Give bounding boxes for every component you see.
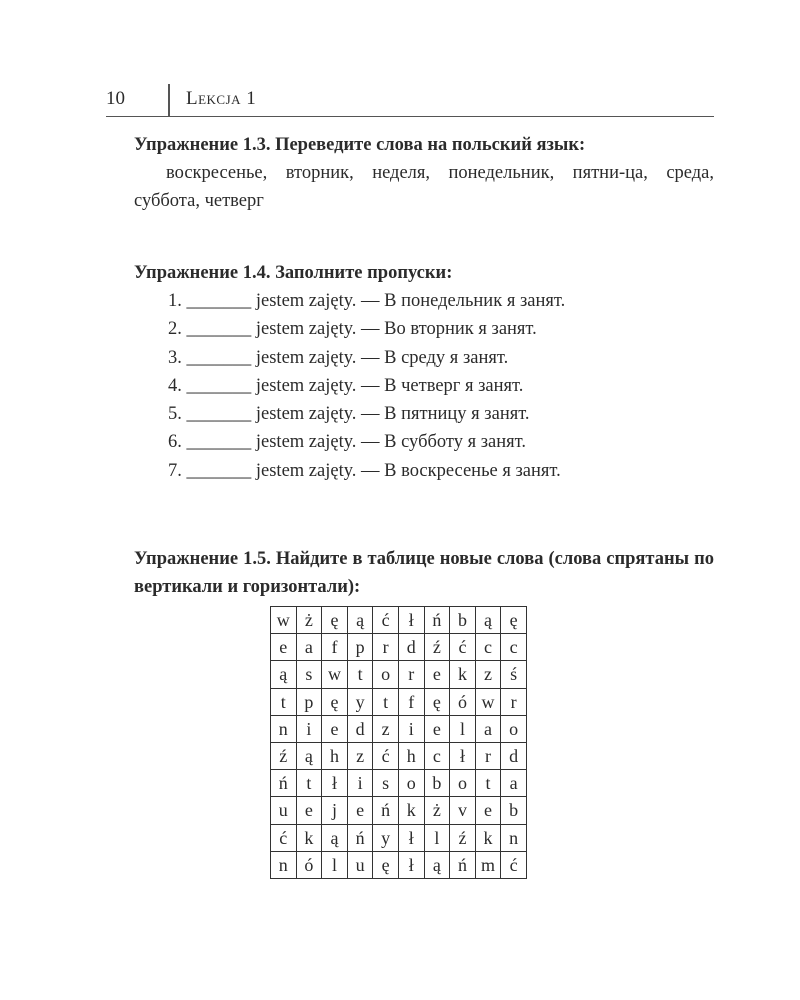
fill-in-list: [134, 287, 714, 485]
grid-row: [271, 824, 527, 851]
grid-cell: k: [475, 824, 501, 851]
grid-cell: t: [271, 688, 297, 715]
grid-cell: c: [501, 634, 527, 661]
grid-cell: ź: [271, 742, 297, 769]
grid-cell: u: [347, 851, 373, 878]
grid-cell: e: [322, 715, 348, 742]
grid-cell: ć: [373, 607, 399, 634]
grid-cell: ń: [424, 607, 450, 634]
exercise-1-4: [134, 259, 714, 485]
grid-cell: ń: [271, 770, 297, 797]
grid-cell: o: [398, 770, 424, 797]
grid-cell: ń: [347, 824, 373, 851]
grid-cell: o: [501, 715, 527, 742]
exercise-1-3: [134, 131, 714, 215]
list-item: 3. _______ jestem zajęty. — В среду я занят.: [168, 347, 509, 368]
grid-cell: b: [501, 797, 527, 824]
grid-cell: z: [373, 715, 399, 742]
grid-cell: e: [424, 661, 450, 688]
list-item: 4. _______ jestem zajęty. — В четверг я занят.: [168, 375, 524, 396]
grid-cell: ą: [271, 661, 297, 688]
grid-cell: ą: [296, 742, 322, 769]
grid-cell: ł: [398, 851, 424, 878]
grid-cell: b: [424, 770, 450, 797]
grid-cell: v: [450, 797, 476, 824]
grid-cell: ż: [424, 797, 450, 824]
grid-cell: k: [398, 797, 424, 824]
grid-cell: k: [450, 661, 476, 688]
word-search-grid: [270, 606, 527, 879]
grid-cell: s: [373, 770, 399, 797]
grid-cell: r: [501, 688, 527, 715]
grid-cell: w: [271, 607, 297, 634]
grid-cell: m: [475, 851, 501, 878]
grid-cell: k: [296, 824, 322, 851]
grid-cell: o: [373, 661, 399, 688]
grid-row: [271, 770, 527, 797]
header-divider: [168, 84, 170, 116]
grid-cell: ć: [271, 824, 297, 851]
grid-row: [271, 634, 527, 661]
grid-cell: ę: [322, 688, 348, 715]
list-item: 1. _______ jestem zajęty. — В понедельник я занят.: [168, 291, 566, 311]
grid-cell: w: [322, 661, 348, 688]
grid-cell: ę: [424, 688, 450, 715]
grid-cell: z: [475, 661, 501, 688]
grid-cell: f: [322, 634, 348, 661]
grid-cell: ź: [424, 634, 450, 661]
grid-cell: r: [475, 742, 501, 769]
list-item: 6. _______ jestem zajęty. — В субботу я занят.: [168, 432, 526, 453]
grid-row: [271, 607, 527, 634]
grid-cell: c: [475, 634, 501, 661]
list-item: 2. _______ jestem zajęty. — Во вторник я занят.: [168, 319, 537, 340]
grid-cell: n: [271, 715, 297, 742]
grid-cell: s: [296, 661, 322, 688]
grid-cell: n: [271, 851, 297, 878]
grid-row: [271, 688, 527, 715]
grid-cell: ą: [322, 824, 348, 851]
grid-cell: ś: [501, 661, 527, 688]
grid-cell: e: [296, 797, 322, 824]
exercise-title: Упражнение 1.4. Заполните пропуски:: [134, 263, 453, 283]
grid-row: [271, 742, 527, 769]
grid-cell: ć: [373, 742, 399, 769]
grid-cell: t: [296, 770, 322, 797]
grid-row: [271, 851, 527, 878]
grid-cell: y: [347, 688, 373, 715]
grid-cell: ą: [347, 607, 373, 634]
grid-cell: c: [424, 742, 450, 769]
grid-cell: i: [398, 715, 424, 742]
grid-cell: o: [450, 770, 476, 797]
grid-row: [271, 715, 527, 742]
grid-cell: i: [296, 715, 322, 742]
grid-row: [271, 661, 527, 688]
grid-cell: e: [424, 715, 450, 742]
grid-cell: ż: [296, 607, 322, 634]
grid-cell: l: [424, 824, 450, 851]
grid-row: [271, 797, 527, 824]
grid-cell: ł: [398, 824, 424, 851]
grid-cell: u: [271, 797, 297, 824]
grid-cell: y: [373, 824, 399, 851]
grid-cell: z: [347, 742, 373, 769]
grid-cell: ć: [450, 634, 476, 661]
page-header: [106, 84, 714, 117]
grid-cell: e: [271, 634, 297, 661]
grid-cell: n: [501, 824, 527, 851]
page-number: 10: [106, 88, 125, 109]
grid-cell: h: [398, 742, 424, 769]
grid-cell: b: [450, 607, 476, 634]
grid-cell: d: [398, 634, 424, 661]
grid-cell: j: [322, 797, 348, 824]
exercise-title: Упражнение 1.3. Переведите слова на польский язык:: [134, 135, 586, 155]
exercise-1-5: [134, 545, 714, 601]
grid-cell: ń: [373, 797, 399, 824]
grid-cell: p: [347, 634, 373, 661]
grid-cell: e: [475, 797, 501, 824]
list-item: 5. _______ jestem zajęty. — В пятницу я занят.: [168, 404, 530, 425]
grid-cell: ę: [373, 851, 399, 878]
grid-cell: ń: [450, 851, 476, 878]
grid-cell: i: [347, 770, 373, 797]
grid-cell: ł: [322, 770, 348, 797]
grid-cell: a: [475, 715, 501, 742]
grid-cell: f: [398, 688, 424, 715]
grid-cell: ł: [398, 607, 424, 634]
grid-cell: ć: [501, 851, 527, 878]
grid-cell: a: [501, 770, 527, 797]
grid-cell: h: [322, 742, 348, 769]
exercise-title: Упражнение 1.5. Найдите в таблице новые слова (слова спрятаны по вертикали и горизонтали):: [134, 549, 714, 597]
list-item: 7. _______ jestem zajęty. — В воскресенье я занят.: [168, 460, 561, 481]
exercise-text: воскресенье, вторник, неделя, понедельник, пятни-ца, среда, суббота, четверг: [134, 163, 714, 211]
grid-cell: r: [398, 661, 424, 688]
grid-cell: ó: [450, 688, 476, 715]
grid-cell: ł: [450, 742, 476, 769]
grid-cell: t: [347, 661, 373, 688]
grid-cell: p: [296, 688, 322, 715]
grid-cell: ą: [424, 851, 450, 878]
grid-cell: d: [347, 715, 373, 742]
grid-cell: ó: [296, 851, 322, 878]
grid-cell: l: [450, 715, 476, 742]
lesson-title: Lekcja 1: [186, 88, 257, 109]
grid-cell: ę: [322, 607, 348, 634]
grid-cell: ą: [475, 607, 501, 634]
grid-cell: t: [373, 688, 399, 715]
grid-cell: e: [347, 797, 373, 824]
grid-cell: w: [475, 688, 501, 715]
grid-cell: a: [296, 634, 322, 661]
grid-cell: t: [475, 770, 501, 797]
grid-cell: ź: [450, 824, 476, 851]
grid-cell: d: [501, 742, 527, 769]
grid-cell: l: [322, 851, 348, 878]
grid-cell: r: [373, 634, 399, 661]
grid-cell: ę: [501, 607, 527, 634]
